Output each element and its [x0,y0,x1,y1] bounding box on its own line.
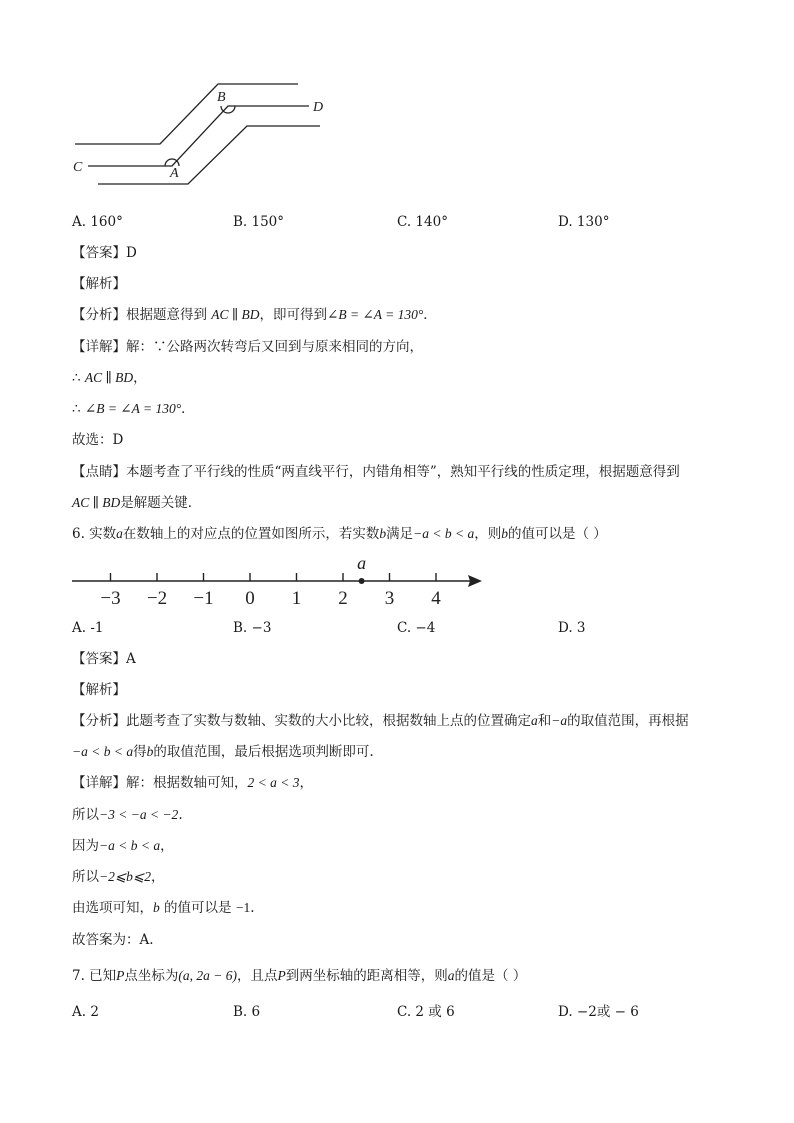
q6-fenxi-2: −a < b < a得b的取值范围，最后根据选项判断即可. [72,744,374,760]
q6-final: 故答案为：A. [72,932,154,948]
q5-option-c: C. 140° [397,214,448,230]
q6-option-b: B. −3 [233,620,272,636]
q7-option-d: D. −2或 − 6 [558,1004,639,1020]
q5-step1: ∴ AC ∥ BD， [72,370,147,386]
q7-option-b: B. 6 [233,1004,261,1020]
arrow-icon [468,575,482,587]
q5-option-d: D. 130° [558,214,610,230]
q6-answer: 【答案】A [72,651,136,667]
point-a [359,578,365,584]
q5-fenxi: 【分析】根据题意得到 AC ∥ BD，即可得到∠B = ∠A = 130°． [72,307,437,323]
q7-stem: 7. 已知P点坐标为(a, 2a − 6)，且点P到两坐标轴的距离相等，则a的值是（ ） [72,968,527,984]
q6-fenxi-1: 【分析】此题考查了实数与数轴、实数的大小比较，根据数轴上点的位置确定a和−a的取值范围，再根据 [72,713,689,729]
q6-detail-5: 由选项可知，b 的值可以是 −1. [72,900,255,916]
label-c: C [73,160,83,175]
q5-choose: 故选：D [72,432,124,448]
axis-tick-label: −1 [193,588,214,609]
axis-tick-label: 0 [245,588,255,609]
q5-comment-2: AC ∥ BD是解题关键． [72,495,202,511]
q6-option-d: D. 3 [558,620,586,636]
q7-option-c: C. 2 或 6 [397,1004,455,1020]
q6-detail-3: 因为−a < b < a， [72,838,174,854]
q5-analysis-head: 【解析】 [72,276,126,292]
axis-tick-label: −2 [146,588,168,609]
axis-tick-label: 1 [291,588,302,609]
q5-option-a: A. 160° [72,214,123,230]
q5-option-b: B. 150° [233,214,285,230]
q5-detail: 【详解】解：∵公路两次转弯后又回到与原来相同的方向， [72,339,423,355]
label-a: A [170,166,179,181]
q5-answer: 【答案】D [72,245,137,261]
q6-option-a: A. -1 [72,620,104,636]
point-a-label: a [357,553,367,573]
q6-detail-4: 所以−2⩽b⩽2， [72,869,165,885]
q5-comment-1: 【点睛】本题考查了平行线的性质“两直线平行，内错角相等”，熟知平行线的性质定理，根据题意得到 [72,464,680,480]
axis-tick-label: 2 [338,588,348,609]
q6-stem: 6. 实数a在数轴上的对应点的位置如图所示，若实数b满足−a < b < a，则b的值可以是（ ） [72,526,607,542]
q6-option-c: C. −4 [397,620,436,636]
q5-step2: ∴ ∠B = ∠A = 130°． [72,401,195,417]
q6-detail-1: 【详解】解：根据数轴可知，2 < a < 3， [72,775,313,791]
q7-option-a: A. 2 [72,1004,99,1020]
axis-tick-label: −3 [100,588,121,609]
q6-analysis-head: 【解析】 [72,682,126,698]
axis-tick-label: 4 [431,588,441,609]
label-b: B [217,90,226,105]
axis-tick-label: 3 [384,588,395,609]
q6-detail-2: 所以−3 < −a < −2. [72,807,183,823]
label-d: D [313,100,324,115]
